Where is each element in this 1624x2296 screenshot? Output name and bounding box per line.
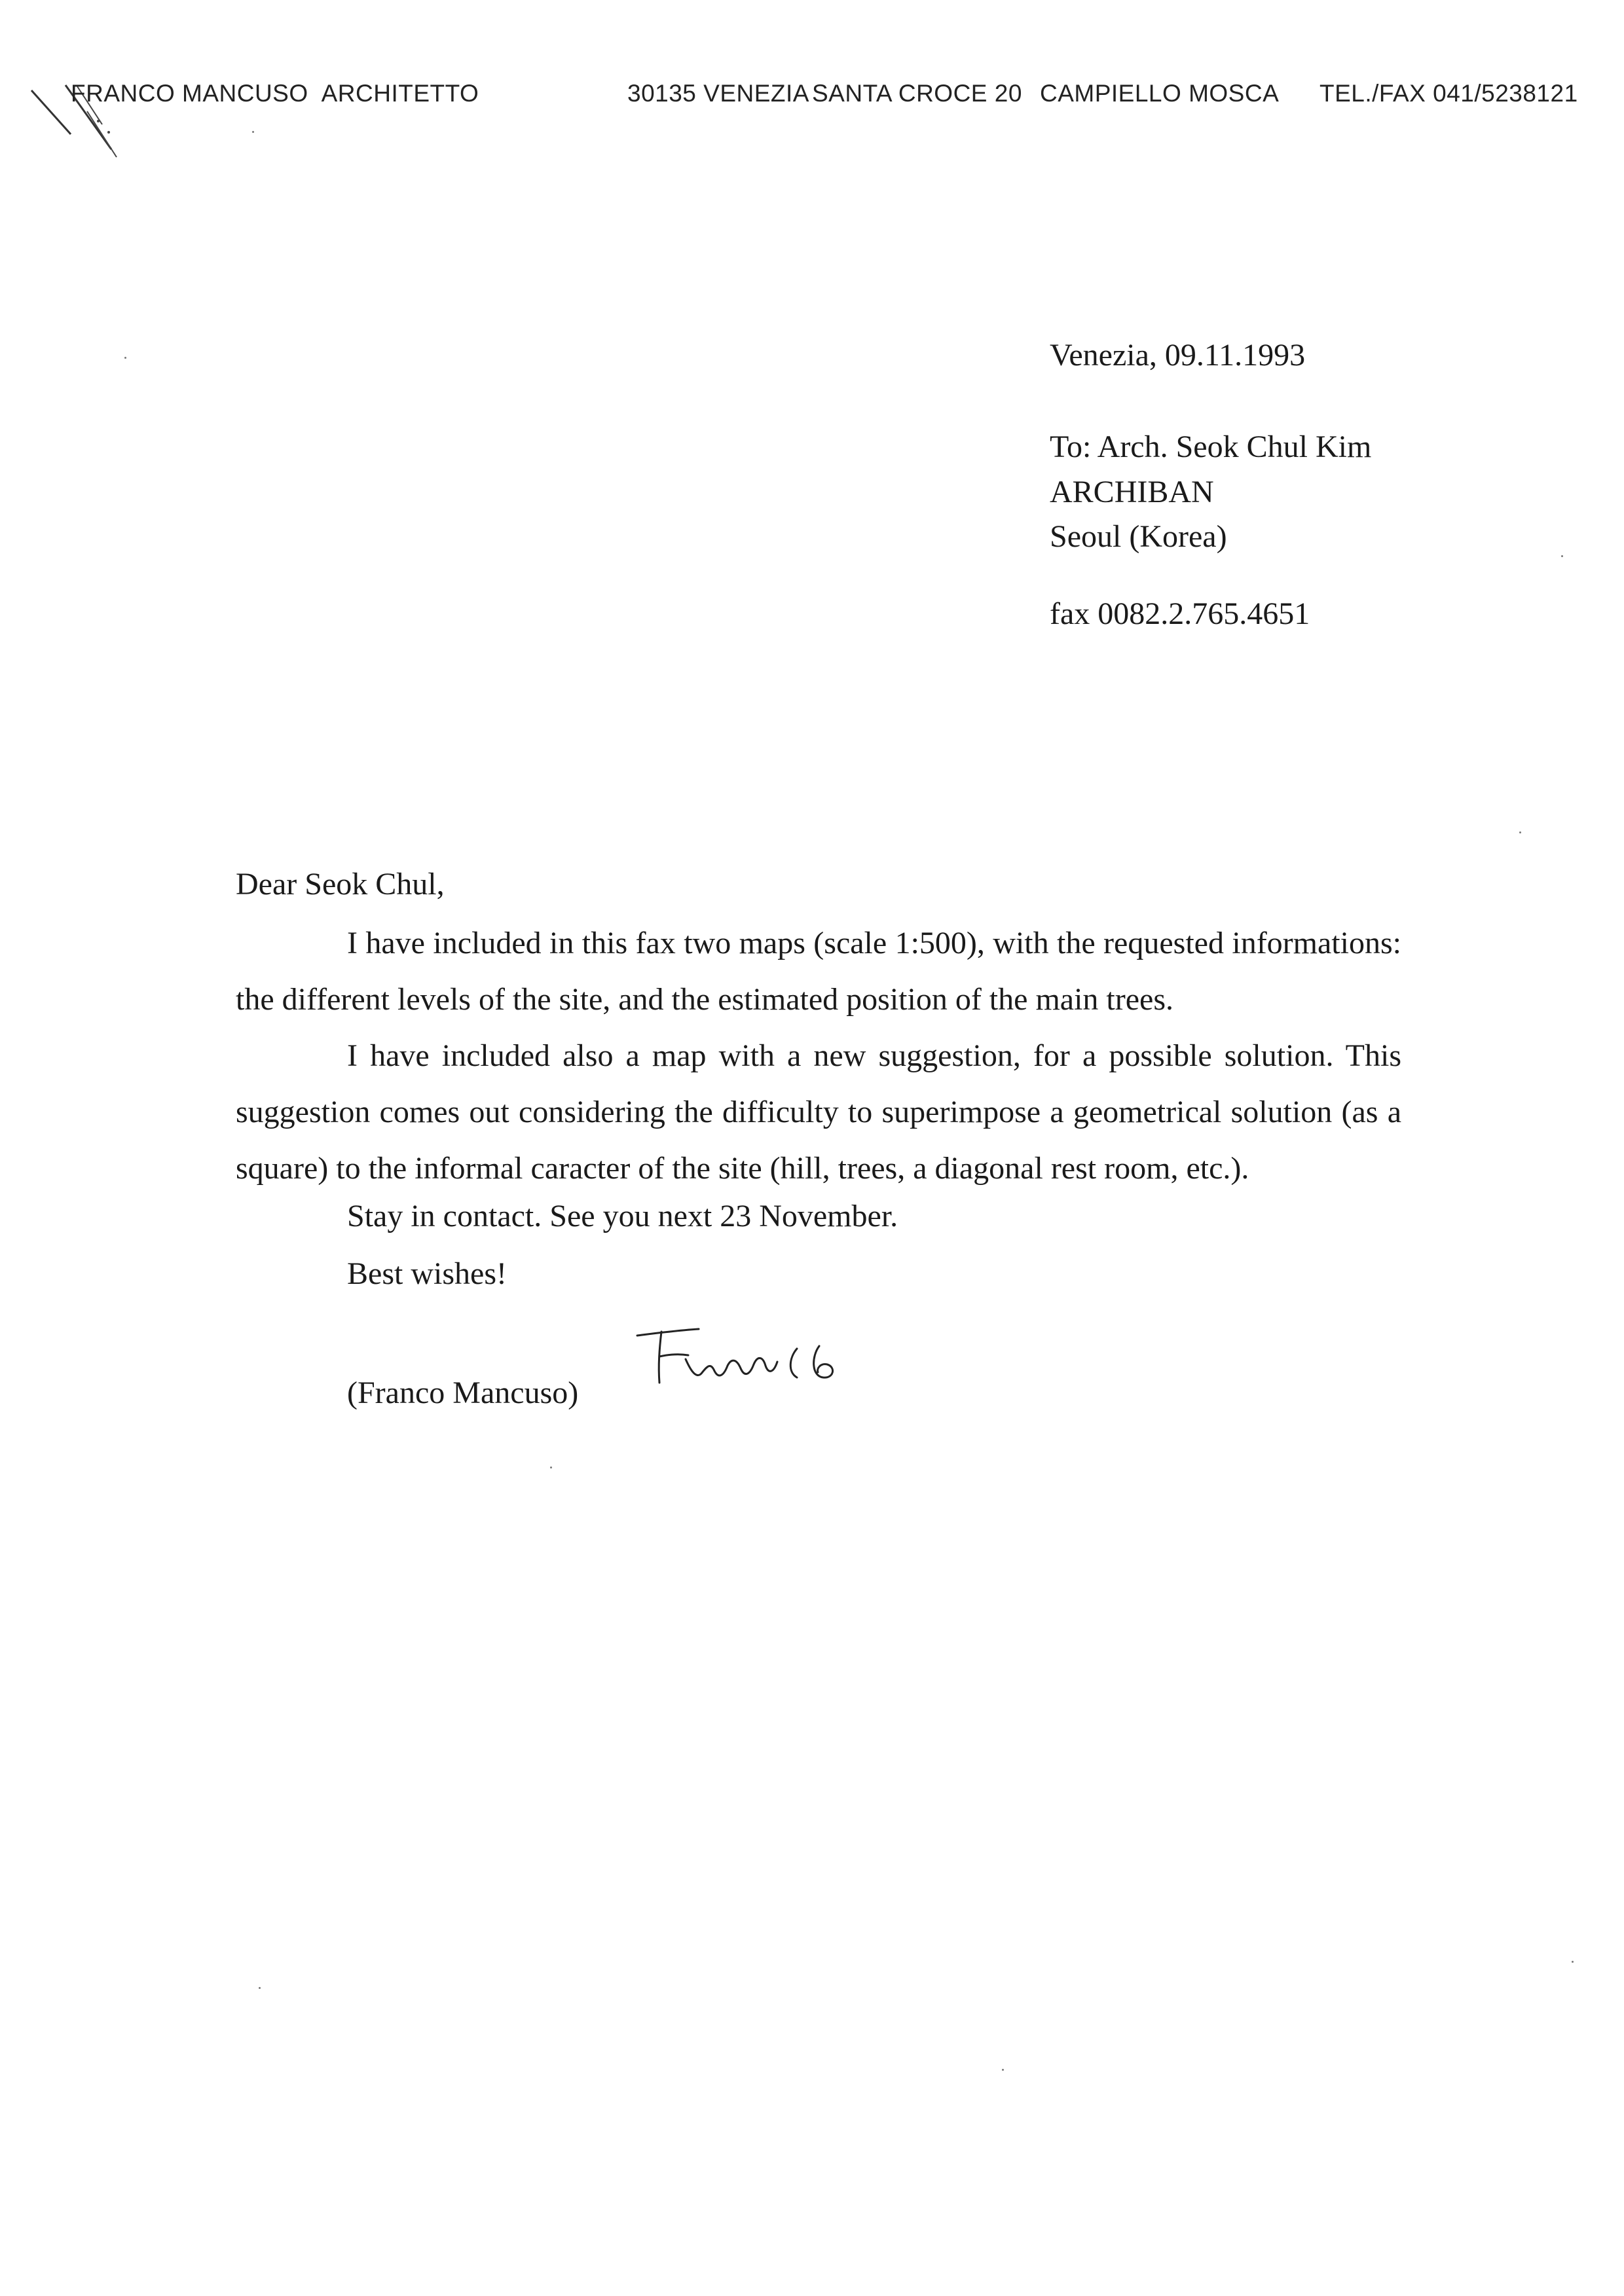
recipient-organization: ARCHIBAN: [1050, 475, 1214, 509]
paragraph-1-text: I have included in this fax two maps (scale 1:500), with the requested informations: the different levels of the site, and the estimated position of the main trees.: [236, 926, 1401, 1017]
letterhead-street: CAMPIELLO MOSCA: [1040, 80, 1280, 107]
scan-speck: [1519, 831, 1521, 833]
body-paragraph-2: [236, 1028, 1401, 1197]
scan-speck: [124, 357, 126, 359]
body-paragraph-1: [236, 915, 1401, 1028]
paragraph-2-text: I have included also a map with a new suggestion, for a possible solution. This suggestion comes out considering the difficulty to superimpose a geometrical solution (as a square) to the informal caracter of the site (hill, trees, a diagonal rest room, etc.).: [236, 1038, 1401, 1186]
recipient-fax: fax 0082.2.765.4651: [1050, 596, 1310, 631]
letterhead-district: SANTA CROCE 20: [812, 80, 1022, 107]
signer-name: (Franco Mancuso): [347, 1376, 579, 1410]
scan-speck: [252, 131, 254, 133]
letterhead-title: ARCHITETTO: [321, 80, 479, 107]
scan-speck: [1561, 555, 1563, 557]
scan-speck: [259, 1987, 261, 1989]
letterhead-name: [71, 80, 479, 107]
salutation: Dear Seok Chul,: [236, 867, 445, 902]
letterhead: [0, 80, 1624, 119]
letterhead-architect-name: FRANCO MANCUSO: [71, 80, 308, 107]
letter-date: Venezia, 09.11.1993: [1050, 338, 1306, 373]
scan-speck: [1002, 2069, 1004, 2071]
closing-line: Stay in contact. See you next 23 November.: [347, 1199, 898, 1233]
letterhead-postal-city: 30135 VENEZIA: [627, 80, 809, 107]
scan-speck: [550, 1467, 552, 1468]
best-wishes: Best wishes!: [347, 1256, 507, 1291]
scan-speck: [1572, 1961, 1574, 1963]
recipient-name: To: Arch. Seok Chul Kim: [1050, 429, 1372, 464]
recipient-city: Seoul (Korea): [1050, 519, 1227, 554]
handwritten-signature: [625, 1316, 861, 1394]
letterhead-telfax: TEL./FAX 041/5238121: [1320, 80, 1578, 107]
